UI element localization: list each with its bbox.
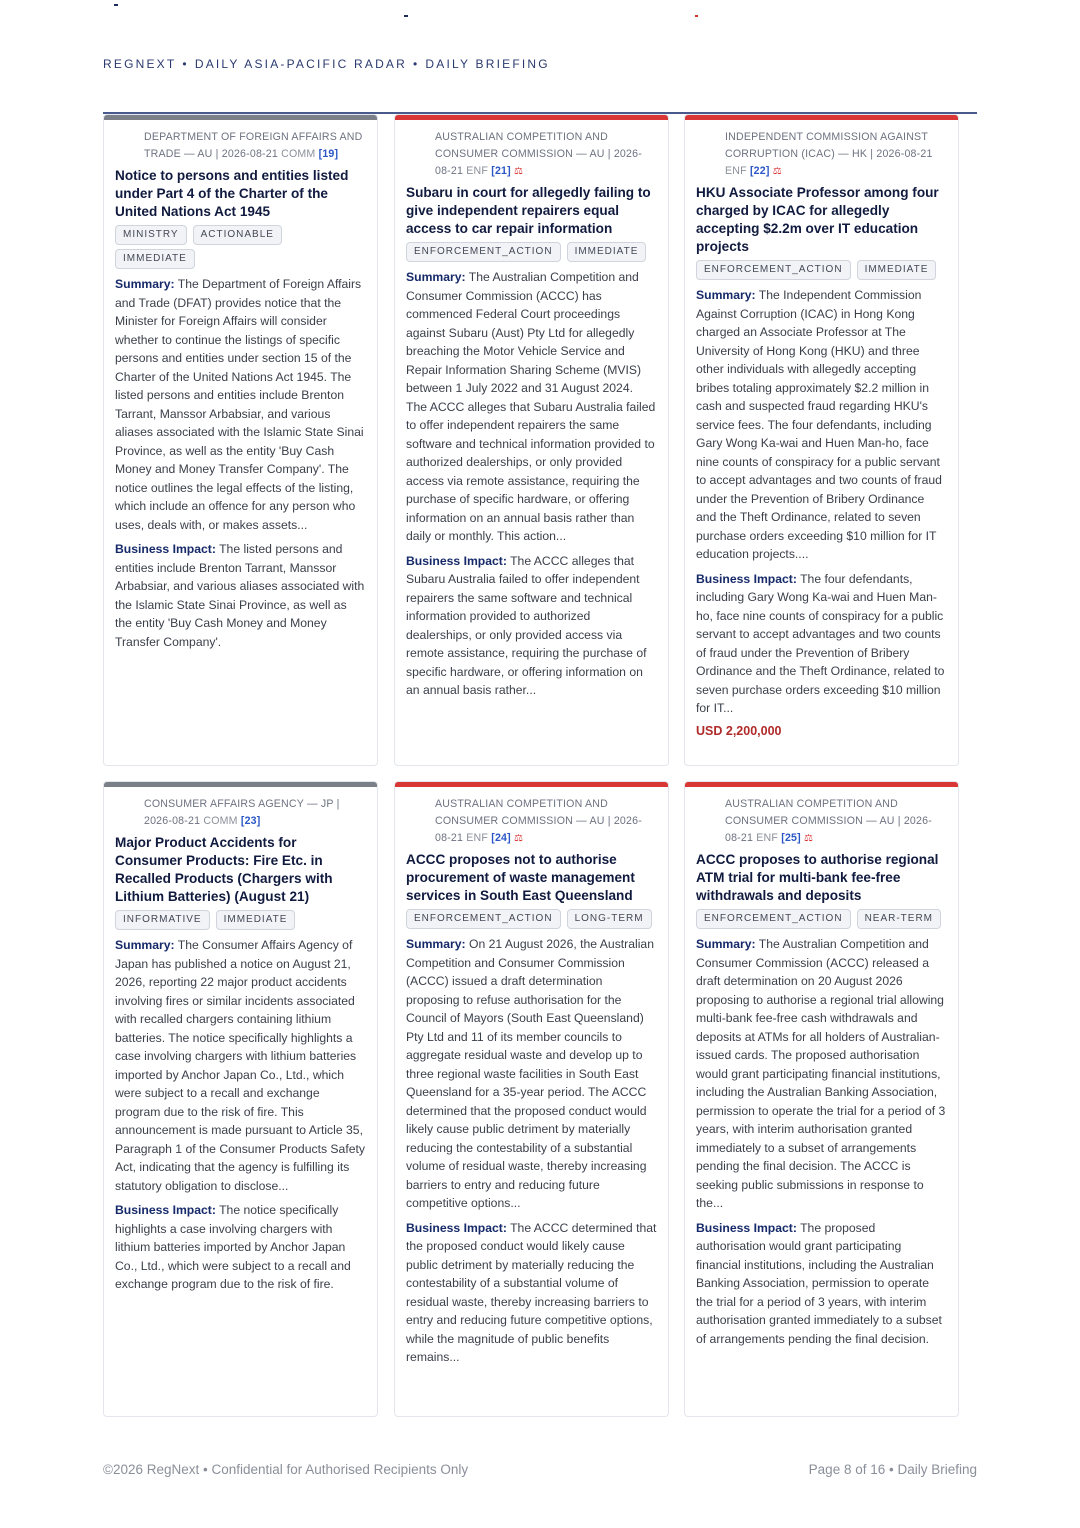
tag-list [406,909,657,929]
tag-badge: NEAR-TERM [857,909,941,929]
card-title: Major Product Accidents for Consumer Products: Fire Etc. in Recalled Products (Chargers with Lithium Batteries) (August 21) [115,835,333,904]
summary-label: Summary: [696,288,756,302]
card-meta [115,796,366,830]
impact-block [115,540,366,651]
summary-text: The Consumer Affairs Agency of Japan has published a notice on August 21, 2026, reporting 22 major product accidents involving fires or similar incidents associated with recalled chargers containing lithium batteries. The notice specifically highlights a case involving chargers with lithium batteries imported by Anchor Japan Co., Ltd., which were subject to a recall and exchange program due to the risk of fire. This announcement is made pursuant to Article 35, Paragraph 1 of the Consumer Products Safety Act, indicating that the agency is fulfilling its statutory obligation to disclose... [115,938,365,1193]
briefing-card [103,114,378,766]
impact-label: Business Impact: [115,542,216,556]
tag-badge: IMMEDIATE [857,260,937,280]
impact-label: Business Impact: [696,571,797,586]
scale-icon: ⚖ [514,166,524,177]
card-meta [406,129,657,180]
tag-badge: ENFORCEMENT_ACTION [696,909,851,929]
card-title: ACCC proposes not to authorise procurement of waste management services in South East Queensland [406,852,635,903]
tag-list [406,242,657,262]
card-title: Subaru in court for allegedly failing to give independent repairers equal access to car repair information [406,185,651,236]
reference-link[interactable]: [21] [491,165,511,177]
impact-text: The ACCC alleges that Subaru Australia failed to offer independent repairers the same software and technical information provided to authorized dealerships, or only provided access via remote assistance, requiring the purchase of specific hardware, or offering information on an annual basis rather... [406,553,647,697]
impact-block [406,1219,657,1367]
impact-text: The notice specifically highlights a case involving chargers with lithium batteries imported by Anchor Japan Co., Ltd., which were subject to a recall and exchange program due to the risk of fire. [115,1203,351,1291]
card-meta [115,129,366,163]
impact-label: Business Impact: [406,553,507,568]
reference-link[interactable]: [25] [781,832,801,844]
tag-badge: LONG-TERM [567,909,652,929]
impact-text: The listed persons and entities include Brenton Tarrant, Manssor Arbabsiar, and various aliases associated with the Islamic State Sinai Province, as well as the entity 'Buy Cash Money and Money Transfer Company'. [115,542,365,649]
reference-link[interactable]: [22] [749,165,770,177]
impact-block [406,552,657,700]
tag-badge: MINISTRY [115,225,187,245]
item-type: ENF [466,832,489,844]
tag-badge: ENFORCEMENT_ACTION [406,242,561,262]
briefing-card [394,781,669,1417]
summary-block [115,275,366,534]
summary-label: Summary: [115,938,175,952]
impact-label: Business Impact: [406,1220,507,1235]
impact-text: The ACCC determined that the proposed conduct would likely cause public detriment by materially reducing the contestability of a substantial volume of residual waste, thereby increasing barriers to entry and reducing future competitive options, while the magnitude of public benefits remains... [406,1220,657,1364]
tag-list [696,260,947,280]
scale-icon: ⚖ [514,833,524,844]
tag-list [115,225,366,269]
tag-badge: IMMEDIATE [216,910,296,930]
authority-date: CONSUMER AFFAIRS AGENCY — JP | 2026-08-21 [144,798,340,827]
scale-icon: ⚖ [772,166,782,177]
summary-label: Summary: [115,277,175,291]
card-accent-bar [395,115,668,120]
authority-date: AUSTRALIAN COMPETITION AND CONSUMER COMMISSION — AU | 2026-08-21 [435,798,642,844]
page-header [103,57,550,71]
brand-name: REGNEXT [103,57,177,71]
card-meta [406,796,657,847]
decorative-mark [404,15,408,17]
footer-copyright: ©2026 RegNext • Confidential for Authorised Recipients Only [103,1462,469,1477]
tag-badge: INFORMATIVE [115,910,210,930]
briefing-card [684,781,959,1417]
impact-block [115,1201,366,1294]
summary-block [696,935,947,1213]
item-type: ENF [725,165,747,177]
card-title: ACCC proposes to authorise regional ATM trial for multi-bank fee-free withdrawals and deposits [696,852,939,903]
card-accent-bar [685,115,958,120]
decorative-mark [114,4,118,6]
reference-link[interactable]: [24] [491,832,511,844]
summary-block [115,936,366,1195]
card-accent-bar [685,782,958,787]
authority-date: AUSTRALIAN COMPETITION AND CONSUMER COMMISSION — AU | 2026-08-21 [725,798,932,844]
card-title: Notice to persons and entities listed under Part 4 of the Charter of the United Nations Act 1945 [115,168,349,219]
briefing-card [103,781,378,1417]
card-accent-bar [104,115,377,120]
card-accent-bar [395,782,668,787]
tag-badge: ACTIONABLE [193,225,282,245]
impact-text: The four defendants, including Gary Wong Ka-wai and Huen Man-ho, face nine counts of conspiracy for a public servant to accept advantages and two counts of fraud under the Prevention of Bribery Ordinance and the Theft Ordinance, related to seven purchase orders exceeding $10 million for IT... [696,571,945,715]
tag-badge: ENFORCEMENT_ACTION [406,909,561,929]
impact-label: Business Impact: [696,1220,797,1235]
summary-text: The Australian Competition and Consumer Commission (ACCC) has commenced Federal Court proceedings against Subaru (Aust) Pty Ltd for allegedly breaching the Motor Vehicle Service and Repair Information Sharing Scheme (MVIS) between 1 July 2022 and 31 August 2024. The ACCC alleges that Subaru Australia failed to offer independent repairers the same software and technical information provided to authorized dealerships, or only provided access via remote assistance, requiring the purchase of specific hardware, or offering information on an annual basis rather than daily or monthly. This action... [406,270,656,543]
summary-block [406,935,657,1213]
footer-page-info: Page 8 of 16 • Daily Briefing [808,1462,977,1477]
authority-date: DEPARTMENT OF FOREIGN AFFAIRS AND TRADE — AU | 2026-08-21 [144,131,363,160]
impact-block [696,570,947,718]
summary-text: On 21 August 2026, the Australian Competition and Consumer Commission (ACCC) issued a draft determination proposing to refuse authorisation for the Council of Mayors (South East Queensland) Pty Ltd and 11 of its member councils to aggregate residual waste and develop up to three regional waste facilities in South East Queensland for a 35-year period. The ACCC determined that the proposed conduct would likely cause public detriment by materially reducing the contestability of a substantial volume of residual waste, thereby increasing barriers to entry and reducing future competitive options... [406,937,654,1210]
tag-list [696,909,947,929]
impact-label: Business Impact: [115,1203,216,1217]
tag-badge: IMMEDIATE [115,249,195,269]
impact-block [696,1219,947,1349]
summary-label: Summary: [406,937,466,951]
section-name: DAILY ASIA-PACIFIC RADAR [194,57,408,71]
tag-badge: IMMEDIATE [567,242,647,262]
tag-badge: ENFORCEMENT_ACTION [696,260,851,280]
summary-block [406,268,657,546]
item-type: COMM [203,815,238,827]
decorative-mark [695,15,698,17]
separator: • [182,57,189,71]
separator: • [413,57,420,71]
summary-label: Summary: [406,270,466,284]
document-type: DAILY BRIEFING [425,57,550,71]
summary-text: The Independent Commission Against Corruption (ICAC) in Hong Kong charged an Associate Professor at The University of Hong Kong (HKU) and three other individuals with allegedly accepting bribes totaling approximately $2.2 million in cash and suspected fraud regarding HKU's service fees. The four defendants, including Gary Wong Ka-wai and Huen Man-ho, face nine counts of conspiracy for a public servant to accept advantages and two counts of fraud under the Prevention of Bribery Ordinance and the Theft Ordinance, related to seven purchase orders exceeding $10 million for IT education projects.... [696,288,942,561]
card-meta [696,129,947,180]
item-type: ENF [466,165,489,177]
summary-label: Summary: [696,937,756,951]
card-meta [696,796,947,847]
authority-date: INDEPENDENT COMMISSION AGAINST CORRUPTION (ICAC) — HK | 2026-08-21 [725,131,933,160]
card-title: HKU Associate Professor among four charged by ICAC for allegedly accepting $2.2m over IT education projects [696,185,939,254]
reference-link[interactable]: [19] [318,148,339,160]
summary-text: The Department of Foreign Affairs and Trade (DFAT) provides notice that the Minister for Foreign Affairs will consider whether to continue the listings of specific persons and entities under section 15 of the Charter of the United Nations Act 1945. The listed persons and entities include Brenton Tarrant, Manssor Arbabsiar, and various aliases associated with the Islamic State Sinai Province, as well as the entity 'Buy Cash Money and Money Transfer Company'. The notice outlines the legal effects of the listing, which include an offence for any person who uses, deals with, or makes assets... [115,277,364,532]
briefing-card [394,114,669,766]
impact-text: The proposed authorisation would grant participating financial institutions, including the Australian Banking Association, permission to operate the trial for a period of 3 years, with interim authorisation granted immediately to a subset of arrangements pending the final decision. [696,1220,942,1346]
item-type: ENF [756,832,779,844]
summary-text: The Australian Competition and Consumer Commission (ACCC) released a draft determination on 20 August 2026 proposing to authorise a regional trial allowing multi-bank fee-free cash withdrawals and deposits at ATMs for all holders of Australian-issued cards. The proposed authorisation would grant participating financial institutions, including the Australian Banking Association, permission to operate the trial for a period of 3 years, with interim authorisation granted immediately to a subset of arrangements pending the final decision. The ACCC is seeking public submissions in response to the... [696,937,946,1210]
item-type: COMM [281,148,316,160]
tag-list [115,910,366,930]
summary-block [696,286,947,564]
reference-link[interactable]: [23] [240,815,261,827]
authority-date: AUSTRALIAN COMPETITION AND CONSUMER COMMISSION — AU | 2026-08-21 [435,131,642,177]
amount-value: USD 2,200,000 [696,723,782,738]
card-accent-bar [104,782,377,787]
scale-icon: ⚖ [804,833,814,844]
briefing-card [684,114,959,766]
